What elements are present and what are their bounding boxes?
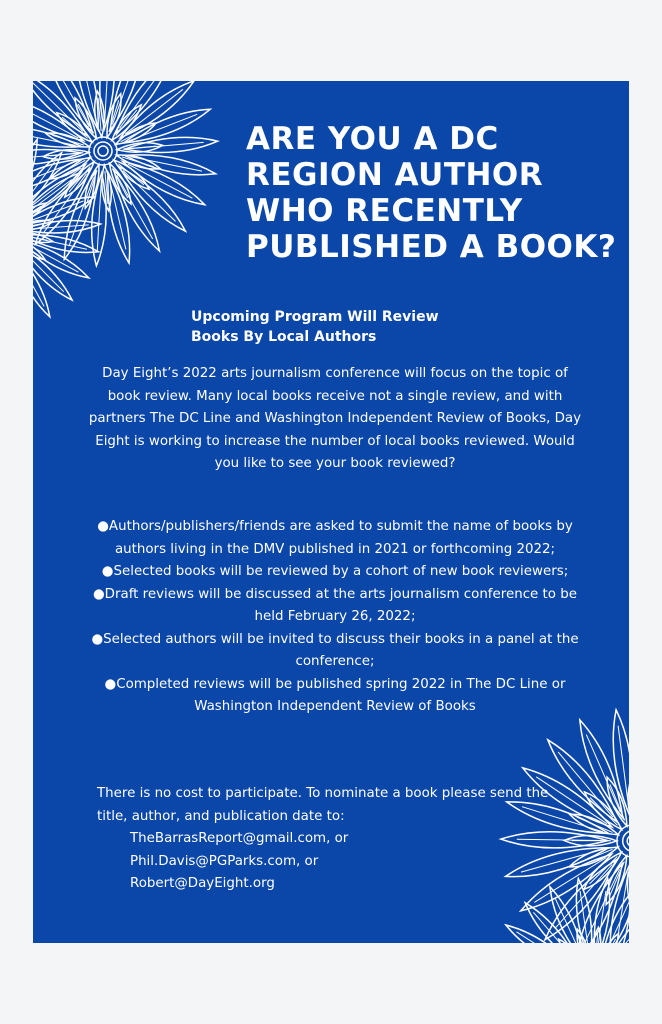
flyer bbox=[33, 81, 629, 943]
flower-center bbox=[94, 142, 112, 160]
flower-petal bbox=[613, 710, 629, 816]
bullet-list bbox=[85, 516, 585, 719]
flower-center bbox=[89, 137, 117, 165]
flower-center bbox=[98, 146, 108, 156]
bullet-item: ●Draft reviews will be discussed at the arts journalism conference to be held February 26, 2022; bbox=[92, 586, 577, 624]
subheading bbox=[191, 307, 531, 347]
email-list bbox=[97, 828, 577, 896]
email-address[interactable]: TheBarrasReport@gmail.com, or bbox=[130, 831, 349, 846]
bullet-item: ●Selected authors will be invited to discuss their books in a panel at the conference; bbox=[91, 631, 579, 669]
flower-center bbox=[623, 831, 629, 852]
headline-line: ARE YOU A DC bbox=[246, 121, 499, 157]
flower-petal bbox=[525, 903, 580, 943]
intro-paragraph: Day Eight’s 2022 arts journalism conference will focus on the topic of book review. Many local books receive not a single review, and with partners The DC Line and Washington Independent Review of Books, Day Eight is working to increase the number of local books reviewed. Would you like to see your book reviewed? bbox=[88, 366, 582, 471]
email-address[interactable]: Robert@DayEight.org bbox=[130, 876, 275, 891]
subheading-line: Upcoming Program Will Review bbox=[191, 309, 439, 325]
flower-petal bbox=[628, 772, 629, 825]
subheading-line: Books By Local Authors bbox=[191, 329, 377, 345]
headline bbox=[246, 121, 616, 265]
headline-line: REGION AUTHOR bbox=[246, 157, 544, 193]
closing-section bbox=[97, 783, 577, 896]
bullet-item: ●Selected books will be reviewed by a cohort of new book reviewers; bbox=[101, 564, 569, 579]
flower-center bbox=[627, 835, 629, 847]
closing-paragraph: There is no cost to participate. To nominate a book please send the title, author, and publication date to: bbox=[97, 786, 549, 824]
bullet-item: ●Completed reviews will be published spring 2022 in The DC Line or Washington Independent Review of Books bbox=[104, 676, 566, 714]
headline-line: WHO RECENTLY bbox=[246, 193, 523, 229]
flower-petal-vein bbox=[97, 179, 101, 252]
headline-line: PUBLISHED A BOOK? bbox=[246, 229, 617, 265]
bullet-item: ●Authors/publishers/friends are asked to submit the name of books by authors living in the DMV published in 2021 or forthcoming 2022; bbox=[97, 519, 573, 557]
email-address[interactable]: Phil.Davis@PGParks.com, or bbox=[130, 853, 319, 869]
